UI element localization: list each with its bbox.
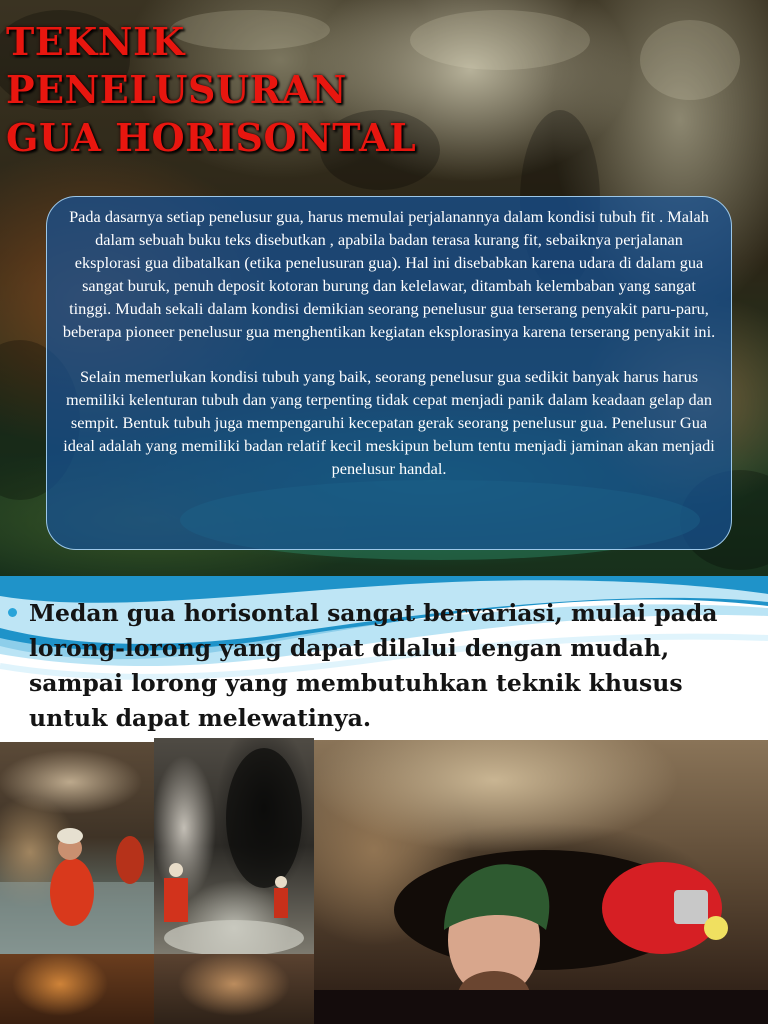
title-line-1: TEKNIK <box>6 19 185 64</box>
bullet-item <box>8 596 748 736</box>
slide-title <box>6 18 416 162</box>
bullet-slide <box>0 576 768 1024</box>
cave-photo-rock-formation <box>154 954 314 1024</box>
info-paragraph-1: Pada dasarnya setiap penelusur gua, harus memulai perjalanannya dalam kondisi tubuh fit . Malah dalam sebuah buku teks disebutkan , apabila badan terasa kurang fit, sebaiknya perjalanan eksplorasi gua dibatalkan (etika penelusuran gua). Hal ini disebabkan karena udara di dalam gua sangat buruk, penuh deposit kotoran burung dan kelelawar, ditambah kelembaban yang sangat tinggi. Mudah sekali dalam kondisi demikian seorang penelusur gua terserang penyakit paru-paru, beberapa pioneer penelusur gua menghentikan kegiatan eksplorasinya karena terserang penyakit ini. <box>62 207 716 341</box>
info-paragraph-2: Selain memerlukan kondisi tubuh yang baik, seorang penelusur gua sedikit banyak harus harus memiliki kelenturan tubuh dan yang terpenting tidak cepat menjadi panik dalam keadaan gelap dan sempit. Bentuk tubuh juga mempengaruhi kecepatan gerak seorang penelusur gua. Penelusur Gua ideal adalah yang memiliki badan relatif kecil meskipun belum tentu menjadi jaminan akan menjadi penelusur handal. <box>63 367 715 478</box>
cave-photo-caver-in-water <box>0 742 154 954</box>
cave-photo-cavers-at-entrance <box>154 738 314 954</box>
bullet-text: Medan gua horisontal sangat bervariasi, mulai pada lorong-lorong yang dapat dilalui dengan mudah, sampai lorong yang membutuhkan teknik khusus untuk dapat melewatinya. <box>29 599 718 732</box>
info-text-box <box>46 196 732 550</box>
bullet-dot-icon <box>8 608 17 617</box>
title-line-2: PENELUSURAN <box>6 67 347 112</box>
cave-photo-caver-with-helmet <box>314 740 768 1024</box>
cave-photo-orange-formation <box>0 954 154 1024</box>
title-line-3: GUA HORISONTAL <box>6 115 417 160</box>
